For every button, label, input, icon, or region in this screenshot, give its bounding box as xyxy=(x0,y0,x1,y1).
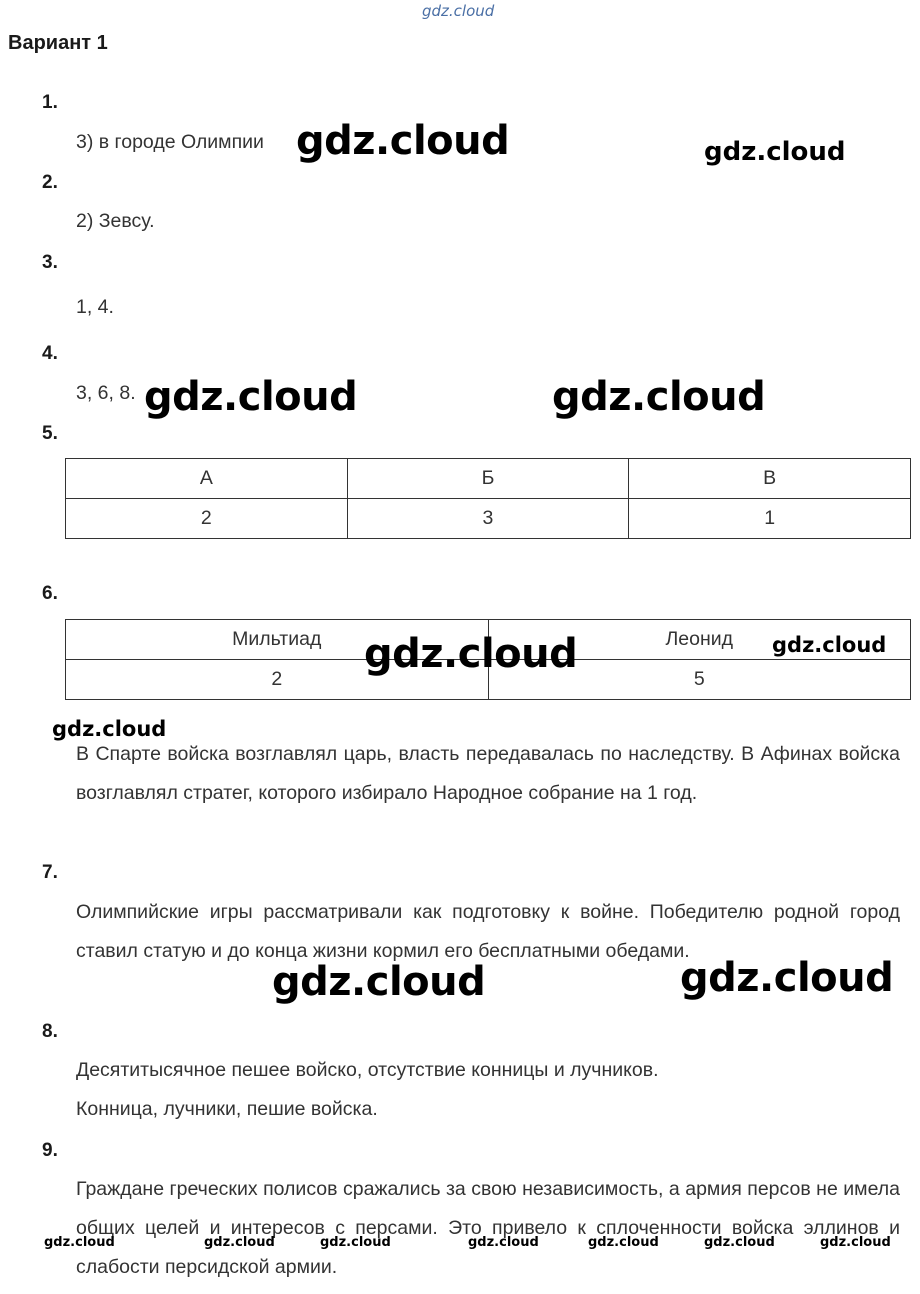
table-cell: 2 xyxy=(66,499,348,539)
watermark: gdz.cloud xyxy=(144,374,358,420)
table-cell: 5 xyxy=(488,660,911,700)
table-cell: Мильтиад xyxy=(66,620,489,660)
answer-4: 3, 6, 8. xyxy=(76,382,136,404)
table-row-header xyxy=(66,459,911,499)
answer-6-text: В Спарте войска возглавлял царь, власть передавалась по наследству. В Афинах войска возглавлял стратег, которого избирало Народное собрание на 1 год. xyxy=(76,743,900,804)
question-number-3: 3. xyxy=(42,252,58,273)
watermark-top: gdz.cloud xyxy=(422,2,495,20)
answer-8-line-1: Десятитысячное пешее войско, отсутствие конницы и лучников. xyxy=(76,1059,659,1081)
question-number-2: 2. xyxy=(42,172,58,193)
table-cell: Леонид xyxy=(488,620,911,660)
answer-1: 3) в городе Олимпии xyxy=(76,131,264,153)
question-number-8: 8. xyxy=(42,1021,58,1042)
table-cell: Б xyxy=(347,459,629,499)
watermark: gdz.cloud xyxy=(52,717,167,741)
answer-9-text: Граждане греческих полисов сражались за свою независимость, а армия персов не имела общих целей и интересов с персами. Это привело к сплоченности войска эллинов и слабости персидской армии. xyxy=(76,1178,900,1278)
question-number-9: 9. xyxy=(42,1140,58,1161)
table-cell: 3 xyxy=(347,499,629,539)
page-title: Вариант 1 xyxy=(8,32,108,54)
watermark: gdz.cloud xyxy=(364,631,578,677)
question-number-5: 5. xyxy=(42,423,58,444)
watermark: gdz.cloud xyxy=(588,1235,659,1250)
question-number-4: 4. xyxy=(42,343,58,364)
watermark: gdz.cloud xyxy=(772,633,887,657)
watermark: gdz.cloud xyxy=(704,1235,775,1250)
table-cell: 1 xyxy=(629,499,911,539)
watermark: gdz.cloud xyxy=(552,374,766,420)
table-cell: 2 xyxy=(66,660,489,700)
table-row xyxy=(66,499,911,539)
watermark: gdz.cloud xyxy=(680,955,894,1001)
watermark: gdz.cloud xyxy=(468,1235,539,1250)
watermark: gdz.cloud xyxy=(296,118,510,164)
watermark: gdz.cloud xyxy=(320,1235,391,1250)
watermark: gdz.cloud xyxy=(44,1235,115,1250)
watermark: gdz.cloud xyxy=(204,1235,275,1250)
watermark: gdz.cloud xyxy=(820,1235,891,1250)
answer-7-text: Олимпийские игры рассматривали как подготовку к войне. Победителю родной город ставил статую и до конца жизни кормил его бесплатными обедами. xyxy=(76,901,900,962)
table-q5 xyxy=(65,458,911,539)
question-number-7: 7. xyxy=(42,862,58,883)
answer-8-line-2: Конница, лучники, пешие войска. xyxy=(76,1098,378,1120)
watermark: gdz.cloud xyxy=(272,959,486,1005)
answer-2: 2) Зевсу. xyxy=(76,210,155,232)
answer-3: 1, 4. xyxy=(76,296,114,318)
table-cell: В xyxy=(629,459,911,499)
table-cell: А xyxy=(66,459,348,499)
question-number-1: 1. xyxy=(42,92,58,113)
watermark: gdz.cloud xyxy=(704,137,846,167)
question-number-6: 6. xyxy=(42,583,58,604)
